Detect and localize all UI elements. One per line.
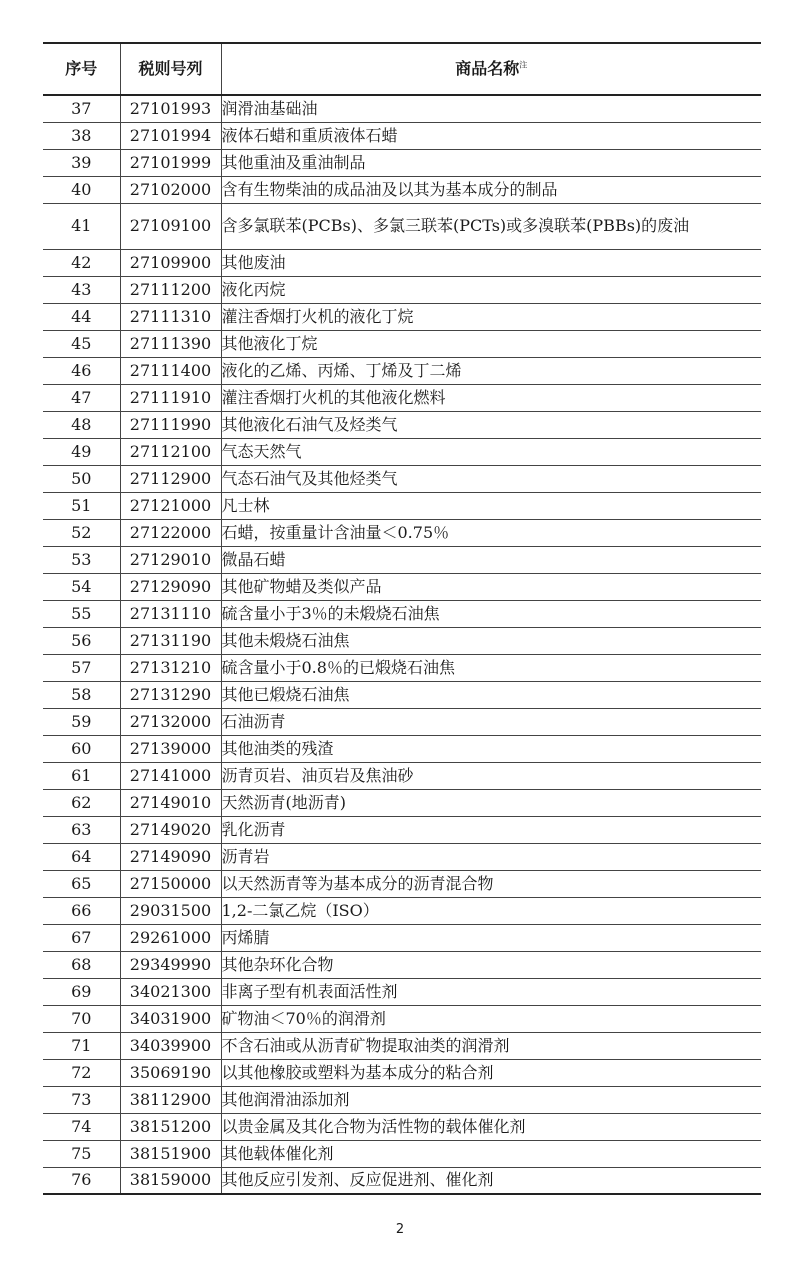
row-code: 27141000: [120, 762, 221, 789]
table-row: [43, 122, 761, 149]
table-row: [43, 897, 761, 924]
row-name: 其他杂环化合物: [221, 951, 761, 978]
row-code: 29349990: [120, 951, 221, 978]
row-code: 38159000: [120, 1167, 221, 1194]
row-seq: 58: [43, 681, 120, 708]
row-seq: 63: [43, 816, 120, 843]
table-row: [43, 330, 761, 357]
row-seq: 71: [43, 1032, 120, 1059]
header-name-note: 注: [519, 60, 528, 70]
table-row: [43, 203, 761, 249]
row-name: 沥青页岩、油页岩及焦油砂: [221, 762, 761, 789]
row-seq: 57: [43, 654, 120, 681]
row-seq: 55: [43, 600, 120, 627]
table-header: [43, 43, 761, 95]
row-code: 38112900: [120, 1086, 221, 1113]
row-seq: 68: [43, 951, 120, 978]
row-name: 石蜡，按重量计含油量＜0.75％: [221, 519, 761, 546]
header-name: [221, 43, 761, 95]
row-code: 27102000: [120, 176, 221, 203]
table-row: [43, 924, 761, 951]
row-code: 29031500: [120, 897, 221, 924]
row-seq: 43: [43, 276, 120, 303]
table-row: [43, 1140, 761, 1167]
row-code: 27111910: [120, 384, 221, 411]
row-name: 液化丙烷: [221, 276, 761, 303]
row-code: 38151900: [120, 1140, 221, 1167]
page-number: 2: [395, 1222, 405, 1237]
row-seq: 62: [43, 789, 120, 816]
row-name: 其他反应引发剂、反应促进剂、催化剂: [221, 1167, 761, 1194]
table-row: [43, 357, 761, 384]
row-seq: 67: [43, 924, 120, 951]
row-code: 29261000: [120, 924, 221, 951]
row-code: 27129090: [120, 573, 221, 600]
row-code: 27101994: [120, 122, 221, 149]
table-row: [43, 762, 761, 789]
table-row: [43, 384, 761, 411]
row-name: 沥青岩: [221, 843, 761, 870]
row-code: 34039900: [120, 1032, 221, 1059]
row-name: 凡士林: [221, 492, 761, 519]
row-code: 27149010: [120, 789, 221, 816]
row-name: 硫含量小于3％的未煅烧石油焦: [221, 600, 761, 627]
row-name: 其他油类的残渣: [221, 735, 761, 762]
row-seq: 69: [43, 978, 120, 1005]
row-code: 27131190: [120, 627, 221, 654]
row-code: 27109900: [120, 249, 221, 276]
row-name: 气态石油气及其他烃类气: [221, 465, 761, 492]
row-code: 27112900: [120, 465, 221, 492]
row-name: 矿物油＜70％的润滑剂: [221, 1005, 761, 1032]
row-code: 27111390: [120, 330, 221, 357]
row-code: 27131110: [120, 600, 221, 627]
row-name: 硫含量小于0.8％的已煅烧石油焦: [221, 654, 761, 681]
header-code: 税则号列: [120, 43, 221, 95]
row-code: 27150000: [120, 870, 221, 897]
row-seq: 60: [43, 735, 120, 762]
row-name: 微晶石蜡: [221, 546, 761, 573]
row-code: 27121000: [120, 492, 221, 519]
row-name: 丙烯腈: [221, 924, 761, 951]
row-name: 其他载体催化剂: [221, 1140, 761, 1167]
row-seq: 76: [43, 1167, 120, 1194]
table-row: [43, 1032, 761, 1059]
row-name: 1,2-二氯乙烷（ISO）: [221, 897, 761, 924]
table-row: [43, 303, 761, 330]
table-body: [43, 95, 761, 1194]
row-code: 27132000: [120, 708, 221, 735]
row-name: 以其他橡胶或塑料为基本成分的粘合剂: [221, 1059, 761, 1086]
row-code: 27149090: [120, 843, 221, 870]
row-seq: 50: [43, 465, 120, 492]
table-row: [43, 573, 761, 600]
row-seq: 40: [43, 176, 120, 203]
table-row: [43, 411, 761, 438]
row-code: 27111200: [120, 276, 221, 303]
row-name: 石油沥青: [221, 708, 761, 735]
row-seq: 42: [43, 249, 120, 276]
row-code: 38151200: [120, 1113, 221, 1140]
table-row: [43, 249, 761, 276]
row-seq: 54: [43, 573, 120, 600]
row-code: 27111400: [120, 357, 221, 384]
table-row: [43, 600, 761, 627]
row-code: 34021300: [120, 978, 221, 1005]
row-name: 非离子型有机表面活性剂: [221, 978, 761, 1005]
row-name: 其他废油: [221, 249, 761, 276]
row-seq: 53: [43, 546, 120, 573]
table-row: [43, 149, 761, 176]
row-code: 27111310: [120, 303, 221, 330]
row-seq: 65: [43, 870, 120, 897]
row-name: 灌注香烟打火机的液化丁烷: [221, 303, 761, 330]
row-name: 天然沥青(地沥青): [221, 789, 761, 816]
table-row: [43, 95, 761, 122]
table-row: [43, 978, 761, 1005]
row-name: 润滑油基础油: [221, 95, 761, 122]
row-name: 乳化沥青: [221, 816, 761, 843]
table-row: [43, 519, 761, 546]
row-name: 灌注香烟打火机的其他液化燃料: [221, 384, 761, 411]
row-name: 以贵金属及其化合物为活性物的载体催化剂: [221, 1113, 761, 1140]
row-seq: 49: [43, 438, 120, 465]
row-code: 27111990: [120, 411, 221, 438]
row-seq: 72: [43, 1059, 120, 1086]
row-name: 其他已煅烧石油焦: [221, 681, 761, 708]
row-seq: 74: [43, 1113, 120, 1140]
table-row: [43, 1086, 761, 1113]
row-name: 含多氯联苯(PCBs)、多氯三联苯(PCTs)或多溴联苯(PBBs)的废油: [221, 203, 761, 249]
table-row: [43, 816, 761, 843]
row-name: 液化的乙烯、丙烯、丁烯及丁二烯: [221, 357, 761, 384]
row-name: 含有生物柴油的成品油及以其为基本成分的制品: [221, 176, 761, 203]
table-row: [43, 276, 761, 303]
table-row: [43, 176, 761, 203]
row-seq: 46: [43, 357, 120, 384]
table-row: [43, 735, 761, 762]
row-seq: 52: [43, 519, 120, 546]
row-seq: 39: [43, 149, 120, 176]
row-code: 34031900: [120, 1005, 221, 1032]
row-name: 其他重油及重油制品: [221, 149, 761, 176]
table-row: [43, 681, 761, 708]
row-code: 27139000: [120, 735, 221, 762]
row-code: 27131210: [120, 654, 221, 681]
table-row: [43, 843, 761, 870]
table-row: [43, 438, 761, 465]
table-row: [43, 870, 761, 897]
row-seq: 73: [43, 1086, 120, 1113]
row-seq: 38: [43, 122, 120, 149]
row-seq: 75: [43, 1140, 120, 1167]
row-name: 液体石蜡和重质液体石蜡: [221, 122, 761, 149]
table-row: [43, 492, 761, 519]
row-name: 其他液化石油气及烃类气: [221, 411, 761, 438]
table-row: [43, 789, 761, 816]
header-row: [43, 43, 761, 95]
row-seq: 47: [43, 384, 120, 411]
row-code: 27109100: [120, 203, 221, 249]
row-code: 27122000: [120, 519, 221, 546]
tariff-table: [43, 42, 761, 1195]
row-name: 不含石油或从沥青矿物提取油类的润滑剂: [221, 1032, 761, 1059]
table-row: [43, 627, 761, 654]
row-code: 27129010: [120, 546, 221, 573]
row-seq: 61: [43, 762, 120, 789]
row-seq: 56: [43, 627, 120, 654]
row-seq: 70: [43, 1005, 120, 1032]
row-seq: 41: [43, 203, 120, 249]
row-seq: 64: [43, 843, 120, 870]
table-row: [43, 1113, 761, 1140]
row-seq: 45: [43, 330, 120, 357]
table-row: [43, 465, 761, 492]
table-row: [43, 546, 761, 573]
row-seq: 37: [43, 95, 120, 122]
row-name: 其他矿物蜡及类似产品: [221, 573, 761, 600]
row-code: 27149020: [120, 816, 221, 843]
row-name: 其他液化丁烷: [221, 330, 761, 357]
table-row: [43, 1059, 761, 1086]
row-seq: 44: [43, 303, 120, 330]
row-seq: 48: [43, 411, 120, 438]
row-name: 其他未煅烧石油焦: [221, 627, 761, 654]
table-row: [43, 1167, 761, 1194]
row-code: 27112100: [120, 438, 221, 465]
row-name: 其他润滑油添加剂: [221, 1086, 761, 1113]
row-name: 以天然沥青等为基本成分的沥青混合物: [221, 870, 761, 897]
row-code: 27101999: [120, 149, 221, 176]
row-code: 35069190: [120, 1059, 221, 1086]
table-row: [43, 1005, 761, 1032]
row-seq: 51: [43, 492, 120, 519]
row-name: 气态天然气: [221, 438, 761, 465]
row-code: 27101993: [120, 95, 221, 122]
row-code: 27131290: [120, 681, 221, 708]
row-seq: 66: [43, 897, 120, 924]
header-name-label: 商品名称: [455, 59, 520, 78]
table-row: [43, 951, 761, 978]
header-seq: 序号: [43, 43, 120, 95]
row-seq: 59: [43, 708, 120, 735]
table-row: [43, 654, 761, 681]
table-row: [43, 708, 761, 735]
